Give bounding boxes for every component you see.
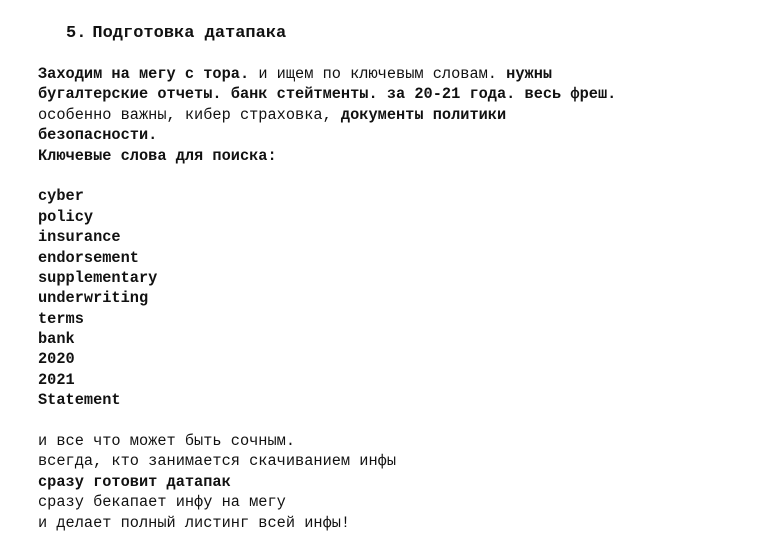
intro-line-1 — [38, 64, 738, 84]
keyword-item: cyber — [38, 187, 84, 206]
intro-l1-bold-a: Заходим на мегу с тора. — [38, 65, 250, 83]
blank-line — [38, 166, 738, 186]
intro-l1-bold-b: нужны — [497, 65, 553, 83]
section-title: Подготовка датапака — [92, 24, 287, 43]
outro-line-4: сразу бекапает инфу на мегу — [38, 493, 286, 512]
keyword-item: underwriting — [38, 289, 149, 308]
keyword-list — [38, 186, 738, 410]
blank-line — [38, 411, 738, 431]
section-number: 5. — [66, 24, 87, 43]
keywords-caption: Ключевые слова для поиска: — [38, 146, 277, 165]
intro-l3-bold: документы политики — [331, 105, 507, 124]
document-body — [38, 64, 738, 533]
section-heading — [66, 22, 286, 46]
outro-line-3: сразу готовит датапак — [38, 472, 231, 491]
keyword-item: Statement — [38, 391, 121, 410]
keyword-item: supplementary — [38, 268, 158, 287]
keyword-item: policy — [38, 207, 94, 226]
keyword-item: insurance — [38, 228, 121, 247]
keyword-item: 2020 — [38, 350, 75, 369]
outro-line-1: и все что может быть сочным. — [38, 432, 296, 451]
intro-line-4: безопасности. — [38, 126, 158, 145]
keyword-item: bank — [38, 330, 75, 349]
intro-line-3 — [38, 105, 738, 125]
intro-l1-normal: и ищем по ключевым словам. — [249, 65, 497, 83]
keyword-item: terms — [38, 309, 84, 328]
intro-line-2: бугалтерские отчеты. банк стейтменты. за 20-21 года. весь фреш. — [38, 85, 617, 104]
outro-line-5: и делает полный листинг всей инфы! — [38, 513, 351, 532]
outro-line-2: всегда, кто занимается скачиванием инфы — [38, 452, 397, 471]
keyword-item: endorsement — [38, 248, 139, 267]
intro-l3-normal: особенно важны, кибер страховка, — [38, 105, 332, 124]
keyword-item: 2021 — [38, 370, 75, 389]
